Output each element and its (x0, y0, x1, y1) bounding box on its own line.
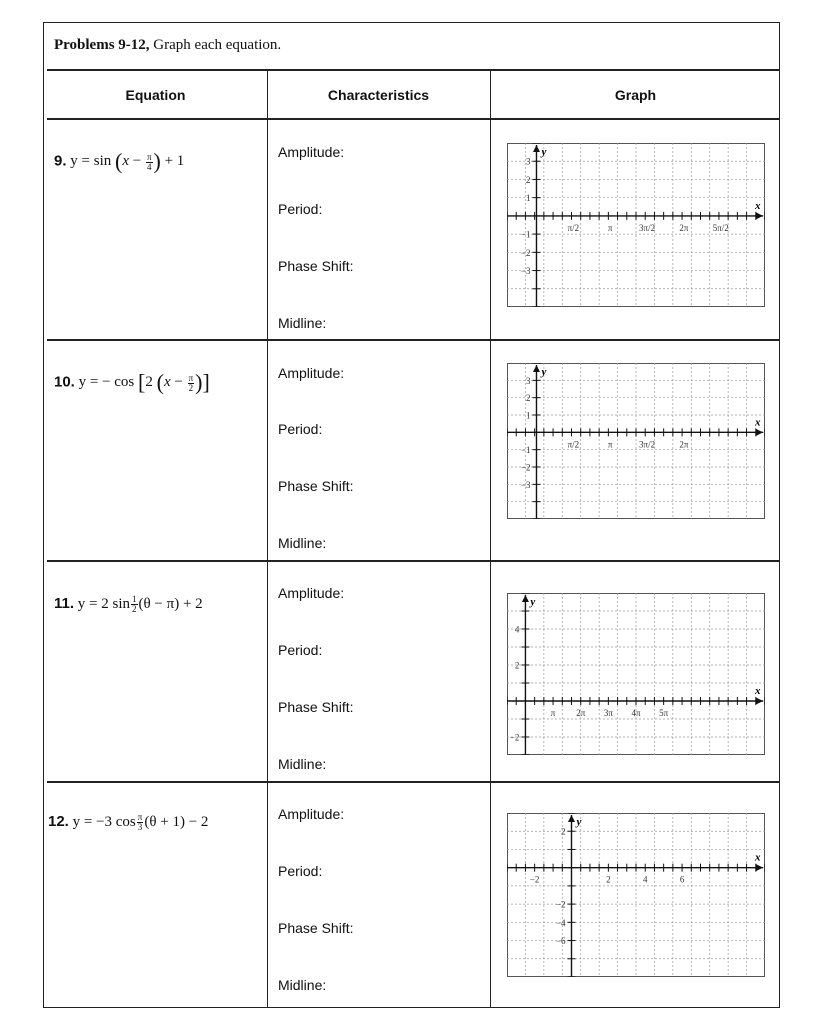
x-axis-arrow (756, 429, 763, 436)
midline-label-9: Midline: (278, 315, 327, 331)
x-axis-label: x (755, 416, 761, 429)
y-axis-arrow (533, 145, 540, 152)
y-tick-label: −3 (520, 479, 531, 490)
equation-12 (48, 813, 208, 832)
period-label-9: Period: (278, 201, 323, 217)
x-axis-arrow (756, 864, 763, 871)
phase-shift-label-11: Phase Shift: (278, 699, 354, 715)
y-tick-label: 1 (525, 410, 531, 421)
amplitude-label-9: Amplitude: (278, 144, 345, 160)
equation-11 (54, 595, 203, 614)
x-tick-label: π (607, 222, 613, 233)
y-tick-label: −2 (520, 462, 531, 473)
y-tick-label: −2 (555, 899, 566, 910)
phase-shift-label-12: Phase Shift: (278, 920, 354, 936)
y-tick-label: 2 (514, 660, 520, 671)
x-axis-arrow (756, 212, 763, 219)
x-tick-label: 2π (679, 222, 689, 233)
period-label-10: Period: (278, 421, 323, 437)
midline-label-10: Midline: (278, 535, 327, 551)
problem-number: 9. (54, 152, 67, 170)
y-tick-label: 3 (525, 156, 531, 167)
title-divider (47, 69, 779, 71)
y-axis-label: y (530, 596, 536, 608)
x-tick-label: 3π/2 (639, 439, 656, 450)
equation-10 (54, 370, 210, 396)
midline-label-12: Midline: (278, 977, 327, 993)
x-tick-label: 3π/2 (639, 222, 656, 233)
row-divider-2 (47, 560, 779, 562)
x-tick-label: 5π (659, 708, 669, 718)
y-axis-arrow (522, 595, 529, 602)
equation-body: y = −3 cos $\frac{\pi}{3}$ (θ + 1) − 2 (72, 812, 209, 833)
row-divider-3 (47, 781, 779, 783)
midline-label-11: Midline: (278, 756, 327, 772)
problem-number: 10. (54, 373, 75, 391)
y-tick-label: −4 (555, 917, 566, 928)
x-tick-label: π/2 (567, 222, 580, 233)
problem-number: 11. (54, 595, 75, 612)
worksheet-title (54, 37, 281, 54)
problem-number: 12. (48, 813, 69, 830)
y-tick-label: 2 (525, 174, 531, 185)
title-prefix: Problems 9-12, (54, 37, 150, 53)
x-tick-label: π (550, 708, 556, 718)
y-tick-label: −3 (520, 266, 531, 277)
x-tick-label: 2π (576, 708, 586, 718)
x-tick-label: 6 (679, 874, 685, 885)
x-tick-label: 2π (679, 439, 689, 450)
x-axis-label: x (755, 685, 761, 697)
x-tick-label: 4 (642, 874, 648, 885)
header-graph: Graph (614, 87, 657, 103)
x-axis-arrow (756, 698, 763, 705)
equation-body: y = sin (x − $\frac{\pi}{4}$ ) + 1 (70, 149, 185, 174)
row-divider-1 (47, 339, 779, 341)
amplitude-label-11: Amplitude: (278, 585, 345, 601)
y-axis-label: y (541, 146, 547, 158)
x-tick-label: 2 (606, 874, 611, 885)
y-tick-label: 2 (561, 826, 566, 837)
column-divider-2 (490, 70, 491, 1007)
x-tick-label: 5π/2 (712, 222, 729, 233)
header-characteristics: Characteristics (327, 87, 430, 103)
y-tick-label: 3 (525, 375, 531, 386)
title-rest: Graph each equation. (149, 37, 282, 53)
y-axis-label: y (576, 816, 582, 828)
amplitude-label-12: Amplitude: (278, 806, 345, 822)
header-equation: Equation (125, 87, 186, 103)
x-tick-label: π (607, 439, 613, 450)
equation-body: y = 2 sin $\frac{1}{2}$ (θ − π) + 2 (77, 594, 203, 615)
y-tick-label: −1 (520, 445, 531, 456)
worksheet-table (43, 22, 780, 1008)
y-axis-label: y (541, 366, 547, 378)
x-axis-label: x (755, 851, 761, 864)
phase-shift-label-9: Phase Shift: (278, 258, 354, 274)
period-label-11: Period: (278, 642, 323, 658)
y-tick-label: 4 (514, 624, 520, 635)
x-tick-label: π/2 (567, 439, 580, 450)
y-axis-arrow (568, 815, 575, 822)
y-tick-label: −2 (520, 247, 531, 258)
x-tick-label: 3π (603, 708, 613, 718)
phase-shift-label-10: Phase Shift: (278, 478, 354, 494)
period-label-12: Period: (278, 863, 323, 879)
x-tick-label: 4π (631, 708, 641, 718)
y-tick-label: 1 (525, 193, 531, 204)
header-divider (47, 118, 779, 120)
equation-9 (54, 149, 184, 175)
equation-body: y = − cos [2 (x − $\frac{\pi}{2}$ )] (78, 370, 210, 395)
x-tick-label: −2 (529, 874, 540, 885)
graph-grid-10 (507, 363, 765, 519)
y-tick-label: −2 (509, 732, 520, 743)
graph-grid-11 (507, 593, 765, 755)
column-divider-1 (267, 70, 268, 1007)
x-axis-label: x (755, 199, 761, 212)
y-axis-arrow (533, 365, 540, 372)
y-tick-label: −6 (555, 936, 566, 947)
y-tick-label: −1 (520, 229, 531, 240)
y-tick-label: 2 (525, 393, 531, 404)
graph-grid-9 (507, 143, 765, 307)
amplitude-label-10: Amplitude: (278, 365, 345, 381)
graph-grid-12 (507, 813, 765, 977)
